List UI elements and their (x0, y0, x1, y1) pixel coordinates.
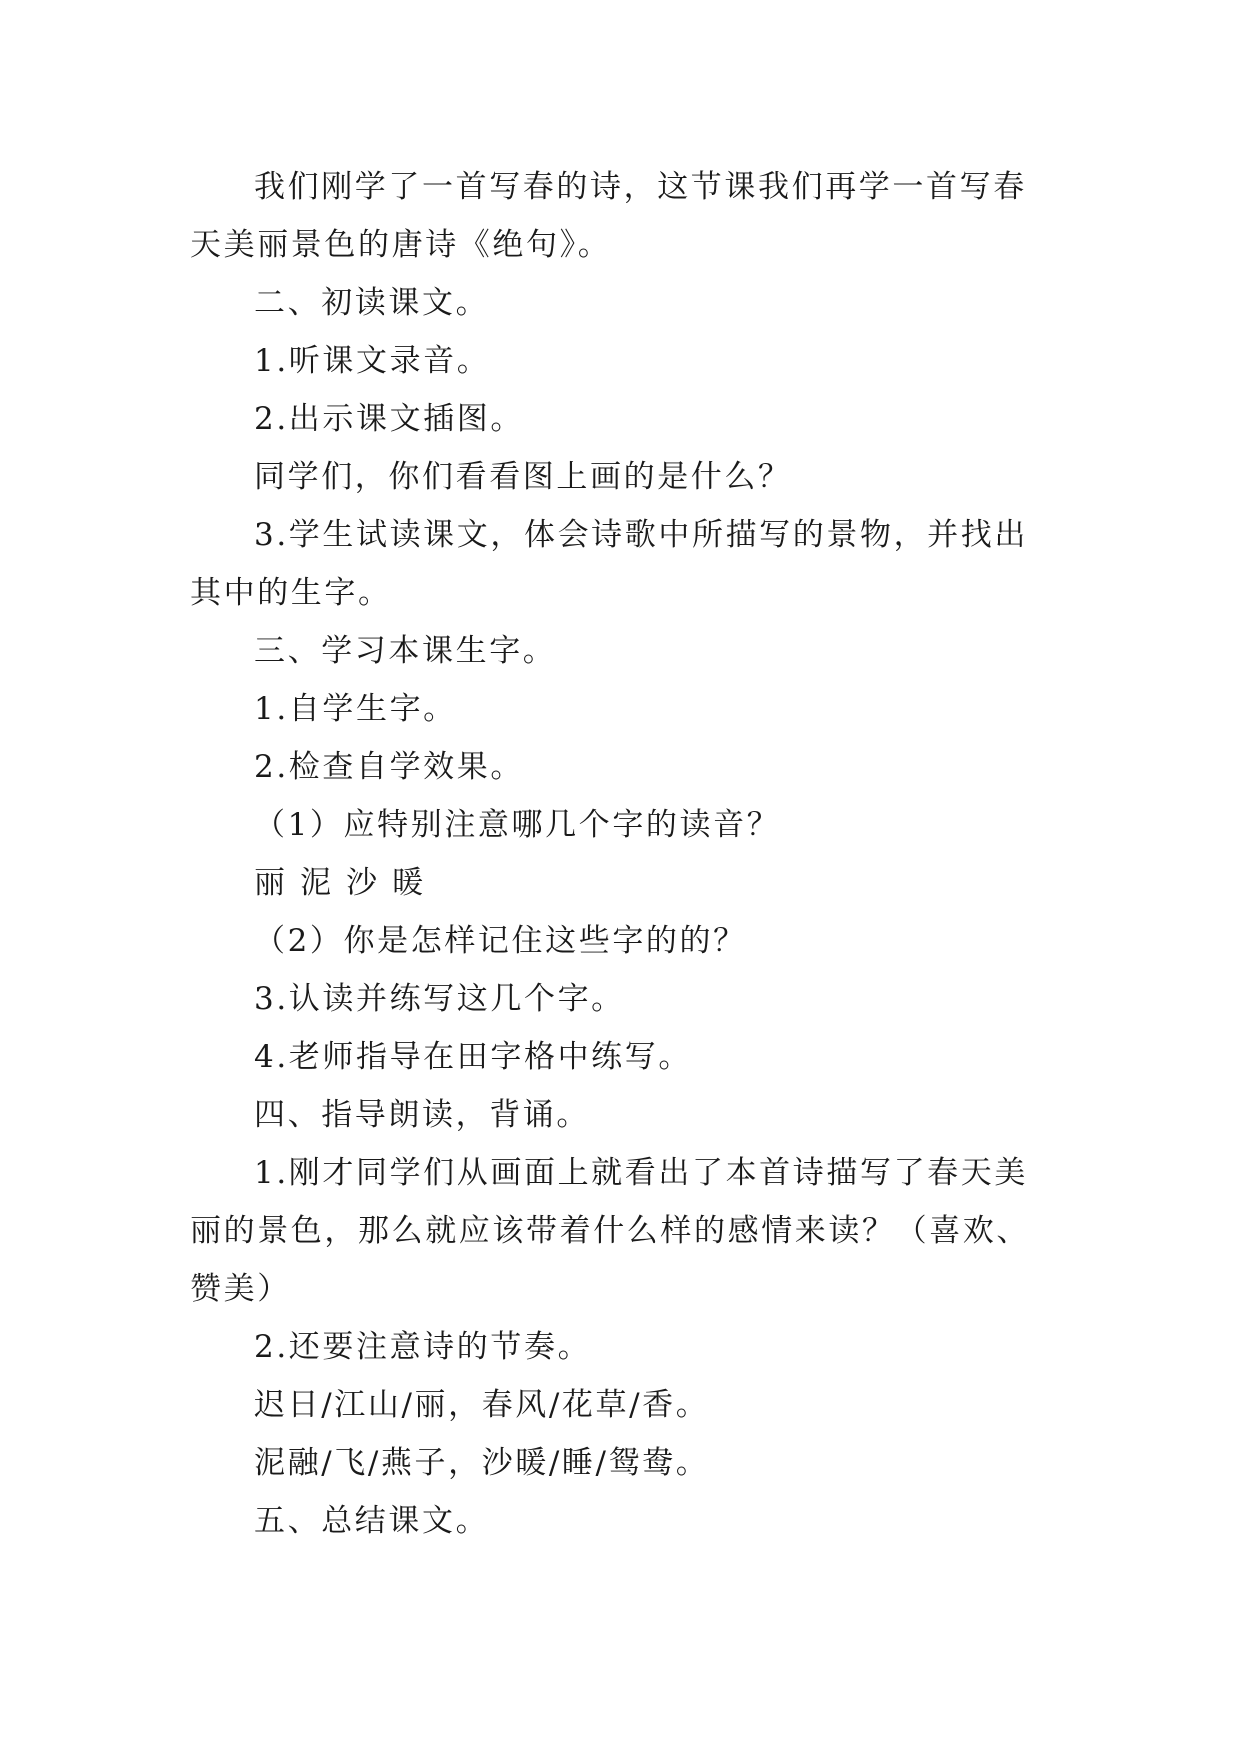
poem-line: 泥融/飞/燕子，沙暖/睡/鸳鸯。 (254, 1445, 710, 1481)
list-item: 3.学生试读课文，体会诗歌中所描写的景物，并找出其中的生字。 (190, 517, 1028, 611)
question-text: 同学们，你们看看图上画的是什么？ (254, 459, 792, 495)
paragraph-intro: 我们刚学了一首写春的诗，这节课我们再学一首写春天美丽景色的唐诗《绝句》。 (190, 169, 1027, 263)
sub-item: （2）你是怎样记住这些字的的？ (254, 923, 747, 959)
list-item: 3.认读并练写这几个字。 (254, 981, 625, 1017)
list-item: 4.老师指导在田字格中练写。 (254, 1039, 692, 1075)
list-item: 2.还要注意诗的节奏。 (254, 1329, 592, 1365)
character-list: 丽 泥 沙 暖 (254, 865, 426, 901)
section-heading-recitation: 四、指导朗读，背诵。 (254, 1097, 590, 1133)
list-item: 2.出示课文插图。 (254, 401, 524, 437)
list-item: 1.刚才同学们从画面上就看出了本首诗描写了春天美丽的景色，那么就应该带着什么样的感情来读？（喜欢、赞美） (190, 1155, 1030, 1307)
list-item: 1.自学生字。 (254, 691, 457, 727)
sub-item: （1）应特别注意哪几个字的读音？ (254, 807, 781, 843)
list-item: 2.检查自学效果。 (254, 749, 524, 785)
section-heading-first-reading: 二、初读课文。 (254, 285, 490, 321)
list-item: 1.听课文录音。 (254, 343, 491, 379)
poem-line: 迟日/江山/丽，春风/花草/香。 (254, 1387, 710, 1423)
document-body (190, 158, 1053, 1550)
section-heading-new-characters: 三、学习本课生字。 (254, 633, 557, 669)
section-heading-summary: 五、总结课文。 (254, 1503, 490, 1539)
